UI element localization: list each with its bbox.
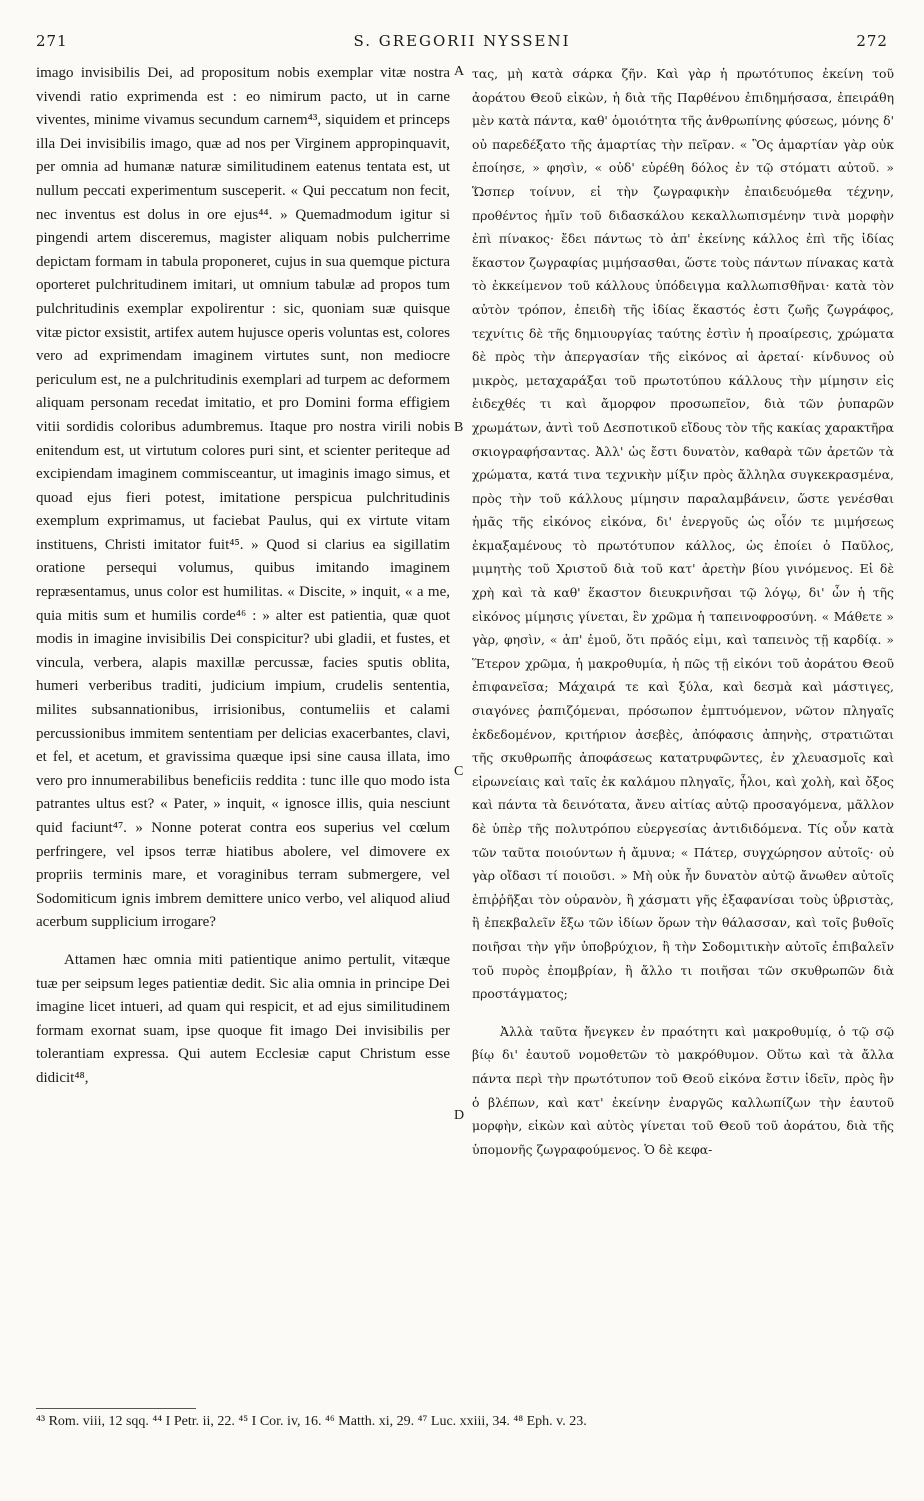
latin-column bbox=[36, 62, 450, 1392]
footnote-rule bbox=[36, 1408, 196, 1409]
page-header bbox=[36, 32, 888, 54]
section-marker-b: B bbox=[454, 420, 464, 435]
greek-paragraph-2: Ἀλλὰ ταῦτα ἤνεγκεν ἐν πραότητι καὶ μακροθυμίᾳ, ὁ τῷ σῷ βίῳ δι' ἑαυτοῦ νομοθετῶν τὸ μακρόθυμον. Οὕτω καὶ τὰ ἄλλα πάντα περὶ τὴν πρωτότυπον τοῦ Θεοῦ εἰκόνα ἔστιν ἰδεῖν, πρὸς ἣν ὁ βλέπων, καὶ κατ' ἐκείνην ἐναργῶς καλλωπίζων τὴν ἑαυτοῦ μορφὴν, εἰκὼν καὶ αὐτὸς γίνεται τοῦ Θεοῦ τοῦ ἀοράτου, διὰ τῆς ὑπομονῆς ζωγραφούμενος. Ὁ δὲ κεφα- bbox=[472, 1023, 894, 1157]
section-marker-a: A bbox=[454, 64, 465, 79]
section-marker-d: D bbox=[454, 1108, 465, 1123]
greek-paragraph-1: τας, μὴ κατὰ σάρκα ζῆν. Καὶ γὰρ ἡ πρωτότυπος ἐκείνη τοῦ ἀοράτου Θεοῦ εἰκὼν, ἡ διὰ τῆς Παρθένου ἐπιδημήσασα, ἐπειράθη μὲν κατὰ πάντα, καθ' ὁμοιότητα τῆς ἀνθρωπίνης φύσεως, μόνης δ' οὐ παρεδέξατο τῆς ἁμαρτίας τὴν πεῖραν. « Ὃς ἁμαρτίαν γὰρ οὐκ ἐποίησε, » φησὶν, « οὐδ' εὑρέθη δόλος ἐν τῷ στόματι αὐτοῦ. » Ὥσπερ τοίνυν, εἰ τὴν ζωγραφικὴν ἐπαιδευόμεθα τέχνην, προθέντος ἡμῖν τοῦ διδασκάλου κεκαλλωπισμένην τινὰ μορφὴν ἐπὶ πίνακος· ἔδει πάντως τὸ ἀπ' ἐκείνης κάλλος ἐπὶ τῆς ἰδίας ἕκαστον ζωγραφίας μιμήσασθαι, ὥστε τοὺς πάντων πίνακας κατὰ τὸ ἐκκείμενον τοῦ κάλλους ὑπόδειγμα καλλωπισθῆναι· κατὰ τὸν αὐτὸν τρόπον, ἐπειδὴ τῆς ἰδίας ἕκαστός ἐστι ζωῆς ζωγράφος, τεχνίτις δὲ τῆς δημιουργίας ταύτης ἐστὶν ἡ προαίρεσις, χρώματα δὲ πρὸς τὴν ἀπεργασίαν τῆς εἰκόνος αἱ ἀρεταί· κίνδυνος οὐ μικρὸς, μεταχαράξαι τοῦ πρωτοτύπου κάλλους τὴν μίμησιν εἰς ἐιδεχθές τι καὶ ἄμορφον προσωπεῖον, διὰ τῶν ῥυπαρῶν χρωμάτων, ἀντὶ τοῦ Δεσποτικοῦ εἴδους τὸν τῆς κακίας χαρακτῆρα σκιογραφήσαντας. Ἀλλ' ὡς ἔστι δυνατὸν, καθαρὰ τῶν ἀρετῶν τὰ χρώματα, κατά τινα τεχνικὴν μίξιν πρὸς ἄλληλα συγκεκρασμένα, πρὸς τὴν τοῦ κάλλους μίμησιν παραλαμβάνειν, ὥστε γενέσθαι ἡμᾶς τῆς εἰκόνος εἰκόνα, δι' ἐνεργοῦς ὡς οἷόν τε μιμήσεως ἐκμαξαμένους τὸ πρωτότυπον κάλλος, ὡς ἐποίει ὁ Παῦλος, μιμητὴς τοῦ Χριστοῦ διὰ τοῦ κατ' ἀρετὴν βίου γινόμενος. Εἰ δὲ χρὴ καὶ τὰ καθ' ἕκαστον διευκρινῆσαι τῷ λόγῳ, δι' ὧν ἡ τῆς εἰκόνος μίμησις γίνεται, ἓν χρῶμα ἡ ταπεινοφροσύνη. « Μάθετε » γὰρ, φησὶν, « ἀπ' ἐμοῦ, ὅτι πρᾶός εἰμι, καὶ ταπεινὸς τῇ καρδίᾳ. » Ἕτερον χρῶμα, ἡ μακροθυμία, ἡ πῶς τῇ εἰκόνι τοῦ ἀοράτου Θεοῦ ἐπιφανεῖσα; Μάχαιρά τε καὶ ξύλα, καὶ δεσμὰ καὶ μάστιγες, σιαγόνες ῥαπιζόμεναι, πρόσωπον ἐμπτυόμενον, νῶτον πληγαῖς ἐκδεδομένον, κριτήριον ἀσεβὲς, ἀπόφασις ἀπηνὴς, στρατιῶται τῆς σκυθρωπῆς ἀποφάσεως κατατρυφῶντες, ἐν χλευασμοῖς καὶ εἰρωνείαις καὶ ταῖς ἐκ καλάμου πληγαῖς, ἧλοι, καὶ χολὴ, καὶ ὄξος καὶ πάντα τὰ δεινότατα, ἄνευ αἰτίας αὐτῷ προσαγόμενα, μᾶλλον δὲ ὑπὲρ τῆς πολυτρόπου εὐεργεσίας ἀντιδιδόμενα. Τίς οὖν κατὰ τῶν ταῦτα ποιούντων ἡ ἄμυνα; « Πάτερ, συγχώρησον αὐτοῖς· οὐ γὰρ οἴδασι τί ποιοῦσι. » Μὴ οὐκ ἦν δυνατὸν αὐτῷ ἄνωθεν αὐτοῖς ἐπιῤῥῆξαι τὸν οὐρανὸν, ἢ χάσματι γῆς ἐξαφανίσαι τοὺς ὑβριστὰς, ἢ ἐπεκβαλεῖν ἔξω τῶν ἰδίων ὅρων τὴν θάλασσαν, καὶ τοῖς βυθοῖς ποιῆσαι τὴν γῆν ὑποβρύχιον, ἢ τὴν Σοδομιτικὴν αὐτοῖς ἐπιβαλεῖν τοῦ πυρὸς ἐπομβρίαν, ἢ ἄλλο τι ποιῆσαι τῶν σκυθρωπῶν διὰ προστάγματος; bbox=[472, 66, 894, 1002]
section-marker-c: C bbox=[454, 764, 464, 779]
greek-column bbox=[472, 62, 894, 1392]
page-number-right: 272 bbox=[856, 32, 888, 50]
footnotes: ⁴³ Rom. viii, 12 sqq. ⁴⁴ I Petr. ii, 22. ⁴⁵ I Cor. iv, 16. ⁴⁶ Matth. xi, 29. ⁴⁷ Luc. xxiii, 34. ⁴⁸ Eph. v. 23. bbox=[36, 1414, 587, 1429]
latin-paragraph-2: Attamen hæc omnia miti patientique animo pertulit, vitæque tuæ per seipsum leges patientiæ dedit. Sic alia omnia in principe Dei imagine licet intueri, ad quam qui respicit, et ad ejus similitudinem formam exornat suam, ipse quoque fit imago Dei invisibilis per tolerantiam expressa. Qui autem Ecclesiæ caput Christum esse didicit⁴⁸, bbox=[36, 951, 450, 1086]
latin-paragraph-1: imago invisibilis Dei, ad propositum nobis exemplar vitæ nostra vivendi ratio exprimenda est : eo nimirum pacto, ut in carne viventes, minime vivamus secundum carnem⁴³, siquidem et princeps illa Dei invisibilis imago, quæ ad nos per Virginem appropinquavit, per omnia ad humanæ naturæ similitudinem eatenus tentata est, ut nullum peccati experimentum susceperit. « Qui peccatum non fecit, nec inventus est dolus in ore ejus⁴⁴. » Quemadmodum igitur si pingendi artem disceremus, magister aliquam nobis pulcherrime depictam formam in tabula proponeret, cujus in sua quemque pictura oporteret pulchritudinem imitari, ut omnium tabulæ ad propos tum pulchritudinis exemplar expolirentur : sic, quoniam suæ quisque vitæ pictor exsistit, artifex autem hujusce operis voluntas est, colores vero ad exprimendam imaginem virtutes sunt, non mediocre periculum est, ne a pulchritudinis exemplari ad turpem ac deformem aliquam personam recedat imitatio, et pro Domini forma effigiem vitii sordidis coloribus adumbremus. Itaque pro nostra virili nobis enitendum est, ut virtutum colores puri sint, et scienter periteque ad excipiendam imaginem commisceantur, ut imaginis imago simus, et quoad ejus fieri potest, imitatione perspicua pulchritudinis exemplum exprimamus, ut faciebat Paulus, qui ex virtute vitam instituens, Christi imitator fuit⁴⁵. » Quod si clarius ea sigillatim oratione persequi volumus, quibus imitando imaginem repræsentamus, unus color est humilitas. « Discite, » inquit, « a me, quia mitis sum et humilis corde⁴⁶ : » alter est patientia, quæ quot modis in imagine invisibilis Dei conspicitur? ubi gladii, et fustes, et vincula, verbera, alapis maxillæ percussæ, facies sputis oblita, humeri verberibus traditi, judicium impium, crudelis sententia, milites subsannationibus, irrisionibus, contumeliis et calami percussionibus immitem sententiam per delicias exacerbantes, clavi, et fel, et acetum, et gravissima quæque ipsi sine causa illata, imo vero pro innumerabilibus beneficiis reddita : tunc ille quo modo ista patrantes ultus est? « Pater, » inquit, « ignosce illis, quia nesciunt quid faciunt⁴⁷. » Nonne poterat contra eos superius vel cœlum perfringere, vel ipsos terræ hiatibus abolere, vel dimovere ex propriis terminis mare, et voraginibus terram submergere, vel Sodomiticum ignis imbrem demittere unico verbo, vel aliquod aliud acerbum supplicium irrogare? bbox=[36, 65, 450, 931]
running-title: S. GREGORII NYSSENI bbox=[353, 32, 571, 50]
page-number-left: 271 bbox=[36, 32, 68, 50]
